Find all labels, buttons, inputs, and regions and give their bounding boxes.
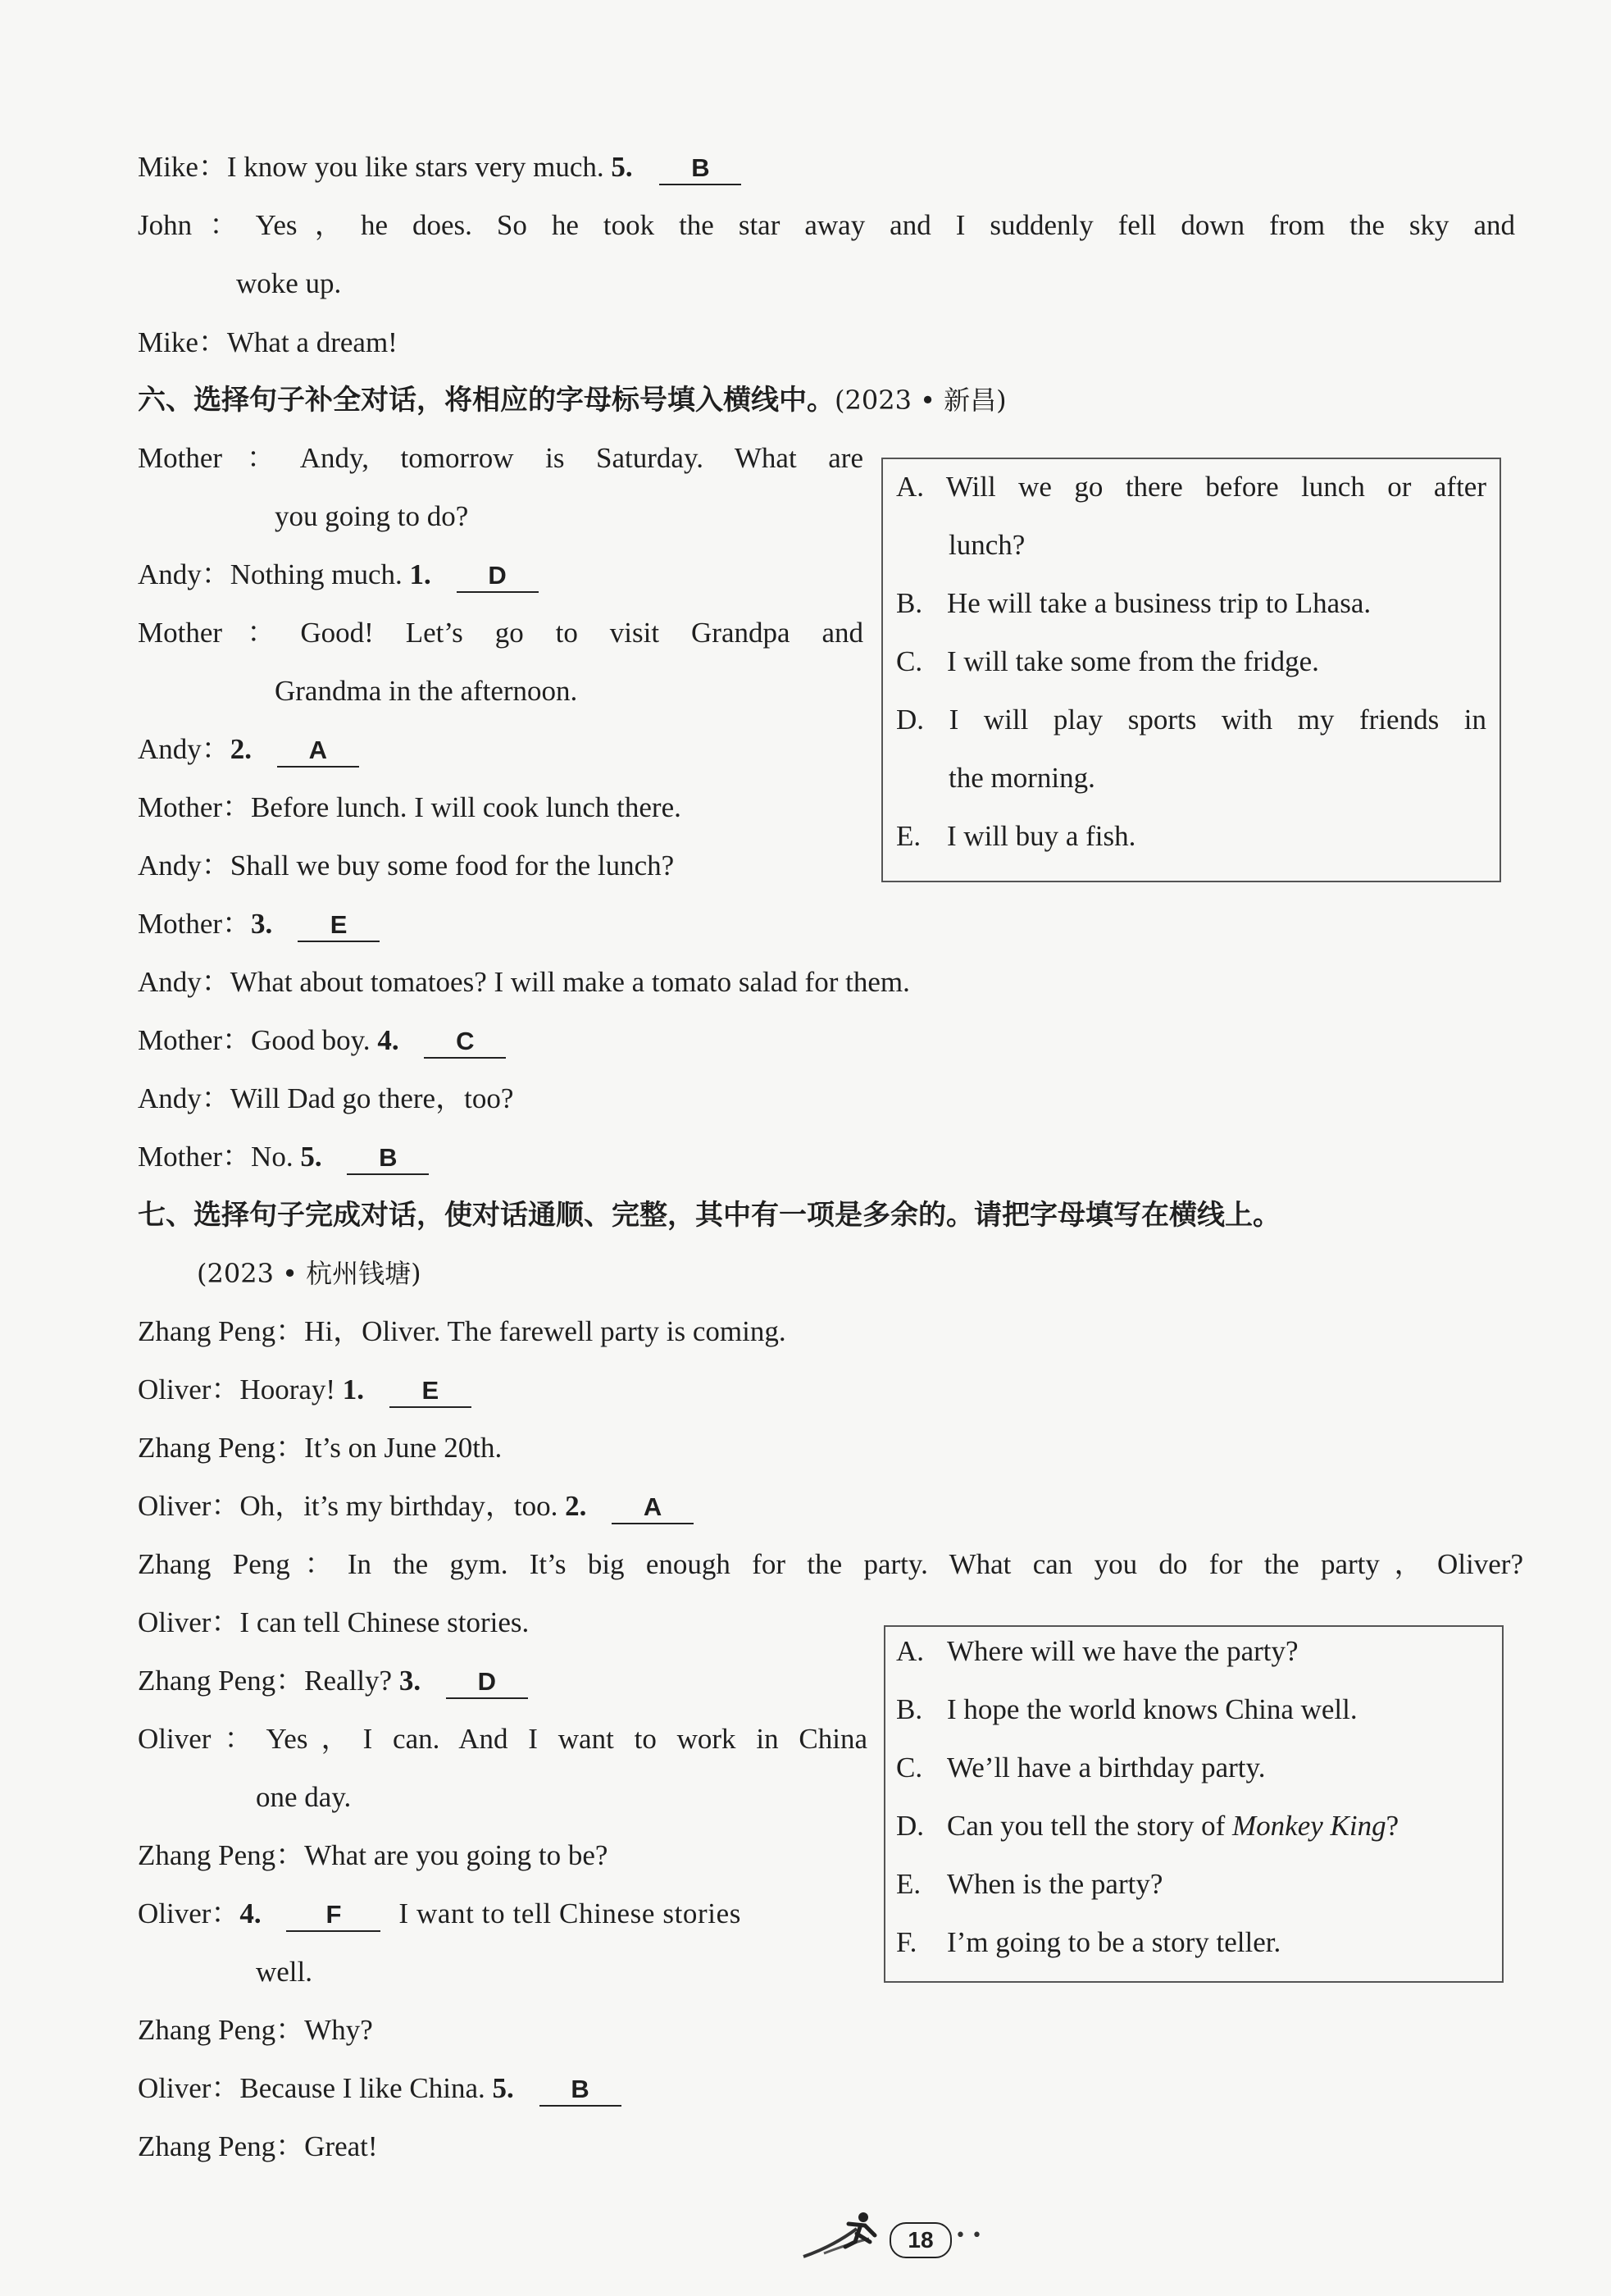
answer-blank[interactable]: A: [612, 1492, 694, 1524]
dialog-line: Mike：I know you like stars very much. 5. B: [138, 149, 741, 185]
option-b: B. He will take a business trip to Lhasa.: [896, 587, 1372, 619]
dialog-line-continued: well.: [256, 1956, 313, 1988]
answer-blank[interactable]: C: [424, 1026, 506, 1059]
option-a-continued: lunch?: [949, 529, 1026, 561]
dialog-line: Oliver：Hooray! 1. E: [138, 1372, 471, 1408]
dialog-line: Zhang Peng：Great!: [138, 2130, 378, 2162]
dialog-line: Zhang Peng：Hi，Oliver. The farewell party is coming.: [138, 1315, 786, 1347]
option-e: E. When is the party?: [896, 1868, 1163, 1900]
dialog-line-continued: woke up.: [236, 267, 342, 299]
dialog-line: Mother：No. 5. B: [138, 1139, 429, 1175]
section-six-heading: 六、选择句子补全对话，将相应的字母标号填入横线中。(2023 • 新昌): [138, 384, 1007, 417]
option-a: A. Where will we have the party?: [896, 1635, 1299, 1667]
speaker: Mike：: [138, 151, 227, 183]
dialog-line: Oliver：Yes，I can. And I want to work in China: [138, 1723, 867, 1755]
dialog-line: Andy：Will Dad go there，too?: [138, 1082, 514, 1114]
dialog-line: Zhang Peng：Why?: [138, 2014, 373, 2046]
dialog-line: Zhang Peng：Really? 3. D: [138, 1663, 528, 1699]
option-d: D. Can you tell the story of Monkey King?: [896, 1810, 1399, 1842]
option-e: E. I will buy a fish.: [896, 820, 1136, 852]
dialog-line: Andy：Nothing much. 1. D: [138, 557, 539, 593]
dialog-line: Andy：Shall we buy some food for the lunch?: [138, 850, 675, 882]
source-note: (2023 • 新昌): [835, 385, 1007, 416]
runner-logo-icon: [799, 2206, 890, 2263]
answer-blank[interactable]: B: [539, 2074, 621, 2107]
dialog-line: Oliver：Because I like China. 5. B: [138, 2070, 621, 2107]
dialog-line-continued: Grandma in the afternoon.: [275, 675, 578, 707]
dialog-line: John：Yes，he does. So he took the star away and I suddenly fell down from the sky and: [138, 209, 1515, 241]
option-c: C. We’ll have a birthday party.: [896, 1752, 1266, 1784]
dialog-line: Zhang Peng：What are you going to be?: [138, 1839, 608, 1871]
dialog-line: Zhang Peng：In the gym. It’s big enough for the party. What can you do for the party，Oliver?: [138, 1548, 1523, 1580]
answer-blank[interactable]: D: [446, 1666, 528, 1699]
dialog-line: Zhang Peng：It’s on June 20th.: [138, 1432, 503, 1464]
answer-blank[interactable]: F: [286, 1899, 380, 1932]
dialog-line: Mother：Good! Let’s go to visit Grandpa and: [138, 617, 863, 649]
dialog-line-continued: one day.: [256, 1781, 352, 1813]
page-dots: • •: [955, 2225, 982, 2246]
dialog-line: Mother：Before lunch. I will cook lunch there.: [138, 791, 681, 823]
section-seven-heading: 七、选择句子完成对话，使对话通顺、完整，其中有一项是多余的。请把字母填写在横线上。: [138, 1199, 1281, 1232]
answer-blank[interactable]: D: [457, 560, 539, 593]
dialog-line: Mother：Andy, tomorrow is Saturday. What are: [138, 442, 863, 474]
dialog-line-continued: you going to do?: [275, 500, 469, 532]
answer-blank[interactable]: E: [389, 1375, 471, 1408]
dialog-line: Oliver：4. F I want to tell Chinese stories: [138, 1896, 741, 1932]
option-b: B. I hope the world knows China well.: [896, 1693, 1358, 1725]
option-a: A. Will we go there before lunch or after: [896, 471, 1486, 503]
option-c: C. I will take some from the fridge.: [896, 645, 1319, 677]
dialog-line: Mike：What a dream!: [138, 326, 398, 358]
dialog-line: Oliver：Oh，it’s my birthday，too. 2. A: [138, 1488, 694, 1524]
answer-blank[interactable]: B: [347, 1142, 429, 1175]
option-f: F. I’m going to be a story teller.: [896, 1926, 1281, 1958]
page-number: 18: [890, 2222, 952, 2258]
source-note: (2023 • 杭州钱塘): [197, 1258, 421, 1289]
dialog-line: Mother：3. E: [138, 906, 380, 942]
dialog-line: Andy：What about tomatoes? I will make a tomato salad for them.: [138, 966, 910, 998]
dialog-line: Mother：Good boy. 4. C: [138, 1023, 506, 1059]
option-d-continued: the morning.: [949, 762, 1095, 794]
option-d: D. I will play sports with my friends in: [896, 704, 1486, 736]
dialog-line: Oliver：I can tell Chinese stories.: [138, 1606, 530, 1638]
answer-blank[interactable]: E: [298, 909, 380, 942]
answer-blank[interactable]: A: [277, 735, 359, 768]
dialog-line: Andy：2. A: [138, 731, 359, 768]
answer-blank[interactable]: B: [659, 153, 741, 185]
